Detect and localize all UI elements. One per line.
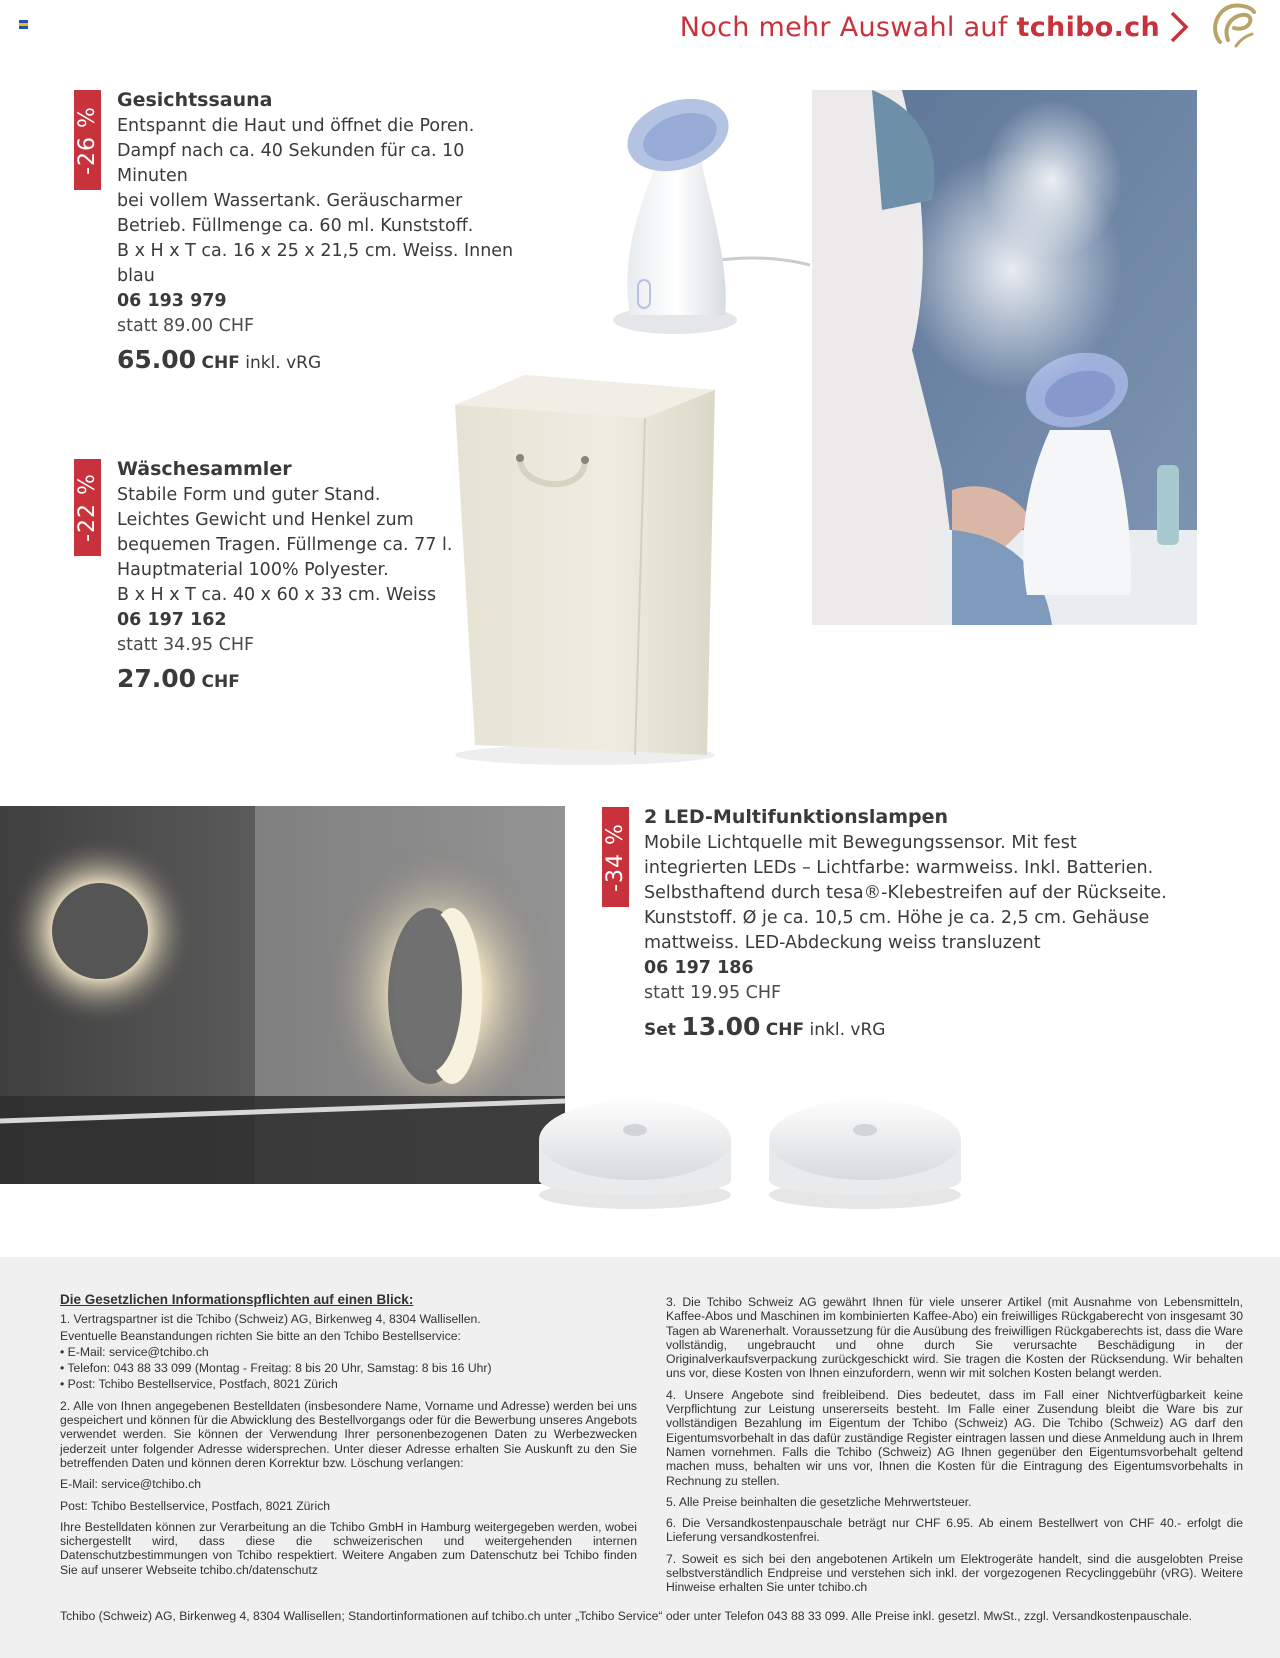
legal-paragraph: 5. Alle Preise beinhalten die gesetzliche Mehrwertsteuer. <box>666 1494 972 1509</box>
price-currency: CHF <box>201 672 240 692</box>
tchibo-bean-icon <box>1206 0 1260 50</box>
legal-paragraph: Eventuelle Beanstandungen richten Sie bitte an den Tchibo Bestellservice: <box>60 1328 461 1343</box>
promo-link[interactable] <box>680 10 1190 44</box>
legal-right-column <box>666 1295 1243 1602</box>
legal-paragraph: 6. Die Versandkostenpauschale beträgt nur CHF 6.95. Ab einem Bestellwert von CHF 40.- erfolgt die Lieferung versandkostenfrei. <box>666 1516 1243 1545</box>
product-led-lampen <box>644 805 1264 1047</box>
legal-footer <box>0 1257 1280 1658</box>
legal-paragraph: E-Mail: service@tchibo.ch <box>60 1477 202 1492</box>
legal-paragraph: Ihre Bestelldaten können zur Verarbeitung an die Tchibo GmbH in Hamburg weitergegeben werden, wobei sichergestellt wird, dass diese die schweizerischen und weitergehenden internen Datenschutzbestimmungen von Tchibo respektiert. Weitere Angaben zum Datenschutz bei Tchibo finden Sie auf unserer Webseite tchibo.ch/datenschutz <box>60 1519 637 1577</box>
led-lamps-image <box>535 1100 975 1215</box>
product-waeschesammler <box>117 457 457 699</box>
price-value: 13.00 <box>681 1012 761 1041</box>
legal-bottom-line: Tchibo (Schweiz) AG, Birkenweg 4, 8304 Wallisellen; Standortinformationen auf tchibo.ch unter „Tchibo Service“ oder unter Telefon 043 88 33 099. Alle Preise inkl. gesetzl. MwSt., zzgl. Versandkostenpauschale. <box>60 1609 1193 1623</box>
old-price: statt 19.95 CHF <box>644 983 782 1003</box>
price-prefix: Set <box>644 1020 676 1040</box>
led-lamps-photo <box>0 806 565 1184</box>
old-price: statt 89.00 CHF <box>117 316 255 336</box>
product-title: Gesichtssauna <box>117 89 273 111</box>
facial-sauna-image <box>590 85 820 355</box>
product-description: Stabile Form und guter Stand. Leichtes Gewicht und Henkel zum bequemen Tragen. Füllmenge ca. 77 l. Hauptmaterial 100% Polyester. B x H x T ca. 40 x 60 x 33 cm. Weiss <box>117 485 453 605</box>
legal-paragraph: Post: Tchibo Bestellservice, Postfach, 8021 Zürich <box>60 1498 331 1513</box>
product-description: Entspannt die Haut und öffnet die Poren. Dampf nach ca. 40 Sekunden für ca. 10 Minuten bei vollem Wassertank. Geräuscharmer Betrieb. Füllmenge ca. 60 ml. Kunststoff. B x H x T ca. 16 x 25 x 21,5 cm. Weiss. Innen blau <box>117 116 514 286</box>
price-suffix: inkl. vRG <box>245 353 322 373</box>
facial-sauna-photo <box>812 90 1197 625</box>
price-value: 27.00 <box>117 664 197 693</box>
chevron-right-icon <box>1168 10 1190 44</box>
price <box>644 1010 1264 1047</box>
discount-badge: -34 % <box>602 807 629 907</box>
old-price: statt 34.95 CHF <box>117 635 255 655</box>
legal-paragraph: • Post: Tchibo Bestellservice, Postfach, 8021 Zürich <box>60 1377 338 1392</box>
article-number: 06 197 186 <box>644 958 754 978</box>
product-description: Mobile Lichtquelle mit Bewegungssensor. Mit fest integrierten LEDs – Lichtfarbe: warmweiss. Inkl. Batterien. Selbsthaftend durch tesa®-Klebestreifen auf der Rückseite. Kunststoff. Ø je ca. 10,5 cm. Höhe je ca. 2,5 cm. Gehäuse mattweiss. LED-Abdeckung weiss transluzent <box>644 833 1167 953</box>
price-currency: CHF <box>201 353 240 373</box>
product-gesichtssauna <box>117 88 537 380</box>
legal-paragraph: • E-Mail: service@tchibo.ch <box>60 1344 209 1359</box>
flag-icon <box>19 20 28 29</box>
legal-paragraph: 2. Alle von Ihnen angegebenen Bestelldaten (insbesondere Name, Vorname und Adresse) werden bei uns gespeichert und können für die Abwicklung des Bestellvorgangs oder für die Bewerbung unseres Angebots verwendet werden. Sie können der Verwendung Ihrer personenbezogenen Daten zu Werbezwecken jederzeit unter folgender Adresse widersprechen. Unter dieser Adresse erhalten Sie Auskunft zu den Sie betreffenden Daten und können deren Korrektur bzw. Löschung verlangen: <box>60 1398 637 1470</box>
product-title: Wäschesammler <box>117 458 292 480</box>
legal-paragraph: 1. Vertragspartner ist die Tchibo (Schweiz) AG, Birkenweg 4, 8304 Wallisellen. <box>60 1312 481 1327</box>
promo-prefix: Noch mehr Auswahl auf <box>679 11 1017 43</box>
legal-paragraph: 4. Unsere Angebote sind freibleibend. Dies bedeutet, dass im Fall einer Nichtverfügbarkeit keine Verpflichtung zur Leistung unsererseits besteht. Im Falle einer Zusendung bleibt die Ware bis zur vollständigen Bezahlung im Eigentum der Tchibo (Schweiz) AG. Die Tchibo (Schweiz) AG darf den Eigentumsvorbehalt in das dafür zuständige Register eintragen lassen und diese Anmeldung auch in Ihrem Namen vornehmen. Falls die Tchibo (Schweiz) AG Ihnen gegenüber den Eigentumsvorbehalt geltend machen muss, behalten wir uns vor, Ihnen die Kosten für die Eintragung des Eigentumsvorbehalts in Rechnung zu stellen. <box>666 1387 1243 1488</box>
article-number: 06 197 162 <box>117 610 227 630</box>
discount-badge: -26 % <box>74 90 101 190</box>
price-suffix: inkl. vRG <box>809 1020 886 1040</box>
price-currency: CHF <box>765 1020 805 1040</box>
laundry-hamper-image <box>445 370 720 770</box>
legal-paragraph: 7. Soweit es sich bei den angebotenen Artikeln um Elektrogeräte handelt, sind die ausgelobten Preise selbstverständlich Endpreise und verstehen sich inkl. der vorgezogenen Recyclinggebühr (vRG). Weitere Hinweise erhalten Sie unter tchibo.ch <box>666 1551 1243 1595</box>
promo-site: tchibo.ch <box>1016 11 1160 43</box>
product-title: 2 LED-Multifunktionslampen <box>644 806 949 828</box>
price <box>117 662 457 699</box>
discount-badge: -22 % <box>74 459 101 556</box>
legal-paragraph: 3. Die Tchibo Schweiz AG gewährt Ihnen für viele unserer Artikel (mit Ausnahme von Lebensmitteln, Kaffee-Abos und Maschinen im kombinierten Kaffee-Abo) ein freiwilliges Rückgaberecht von insgesamt 30 Tagen ab Warenerhalt. Voraussetzung für die Ausübung des freiwilligen Rückgaberechts ist, dass die Ware vollständig, ungebraucht und ohne durch Sie verursachte Beschädigung in der Originalverkaufsverpackung zurückgeschickt wird. Sie tragen die Kosten der Rücksendung. Wir behalten uns vor, diese Kosten von Ihnen einzufordern, wenn wir mit solchen Kosten belangt werden. <box>666 1295 1243 1381</box>
price-value: 65.00 <box>117 345 197 374</box>
article-number: 06 193 979 <box>117 291 227 311</box>
legal-paragraph: • Telefon: 043 88 33 099 (Montag - Freitag: 8 bis 20 Uhr, Samstag: 8 bis 16 Uhr) <box>60 1361 492 1376</box>
legal-heading: Die Gesetzlichen Informationspflichten auf einen Blick: <box>60 1292 414 1307</box>
legal-left-column <box>60 1293 637 1584</box>
